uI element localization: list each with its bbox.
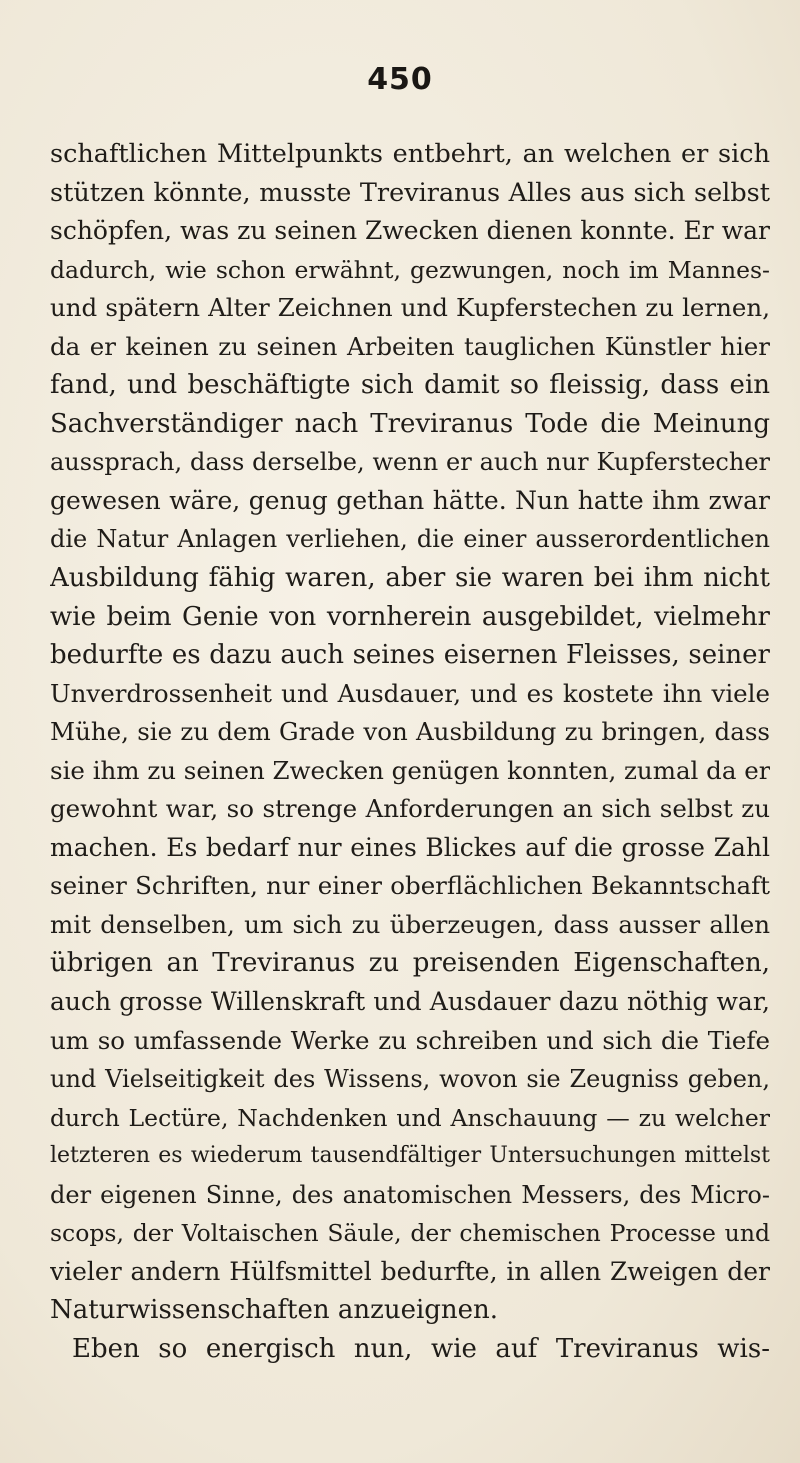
text-line: seiner Schriften, nur einer oberflächlichen Bekanntschaft [50,871,770,901]
text-line: gewesen wäre, genug gethan hätte. Nun hatte ihm zwar [50,485,770,515]
text-line: Unverdrossenheit und Ausdauer, und es kostete ihn viele [50,678,770,708]
text-line: durch Lectüre, Nachdenken und Anschauung — zu welcher [50,1103,770,1132]
text-line: schöpfen, was zu seinen Zwecken dienen konnte. Er war [50,216,770,246]
text-line: machen. Es bedarf nur eines Blickes auf die grosse Zahl [50,832,770,862]
text-line: stützen könnte, musste Treviranus Alles aus sich selbst [50,177,770,208]
text-line: dadurch, wie schon erwähnt, gezwungen, noch im Mannes- [50,255,770,284]
text-line: Sachverständiger nach Treviranus Tode die Meinung [50,408,770,439]
text-line: mit denselben, um sich zu überzeugen, dass ausser allen [50,909,770,939]
text-line: letzteren es wiederum tausendfältiger Untersuchungen mittelst [50,1143,770,1169]
text-line: und spätern Alter Zeichnen und Kupferstechen zu lernen, [50,293,770,323]
text-line: scops, der Voltaischen Säule, der chemischen Processe und [50,1219,770,1248]
text-line: die Natur Anlagen verliehen, die einer ausserordentlichen [50,525,770,554]
text-line: sie ihm zu seinen Zwecken genügen konnten, zumal da er [50,755,770,785]
text-line: da er keinen zu seinen Arbeiten tauglichen Künstler hier [50,331,770,361]
text-line: auch grosse Willenskraft und Ausdauer dazu nöthig war, [50,987,770,1017]
text-line: der eigenen Sinne, des anatomischen Messers, des Micro- [50,1180,770,1209]
body-text [50,135,770,1369]
text-line: Ausbildung fähig waren, aber sie waren bei ihm nicht [50,563,770,594]
text-line: aussprach, dass derselbe, wenn er auch nur Kupferstecher [50,448,770,477]
text-line: Mühe, sie zu dem Grade von Ausbildung zu bringen, dass [50,717,770,747]
text-line: fand, und beschäftigte sich damit so fleissig, dass ein [50,370,770,401]
text-line: wie beim Genie von vornherein ausgebildet, vielmehr [50,601,770,632]
paragraph-end-line: Naturwissenschaften anzueignen. [50,1295,499,1326]
paragraph-start-line: Eben so energisch nun, wie auf Treviranus wis- [72,1333,770,1364]
text-line: und Vielseitigkeit des Wissens, wovon sie Zeugniss geben, [50,1065,770,1094]
text-line: vieler andern Hülfsmittel bedurfte, in allen Zweigen der [50,1256,770,1286]
text-line: schaftlichen Mittelpunkts entbehrt, an welchen er sich [50,139,770,169]
text-line: bedurfte es dazu auch seines eisernen Fleisses, seiner [50,640,770,671]
text-line: gewohnt war, so strenge Anforderungen an sich selbst zu [50,794,770,824]
text-line: übrigen an Treviranus zu preisenden Eigenschaften, [50,948,770,979]
text-line: um so umfassende Werke zu schreiben und sich die Tiefe [50,1025,770,1055]
page-number: 450 [367,62,433,97]
